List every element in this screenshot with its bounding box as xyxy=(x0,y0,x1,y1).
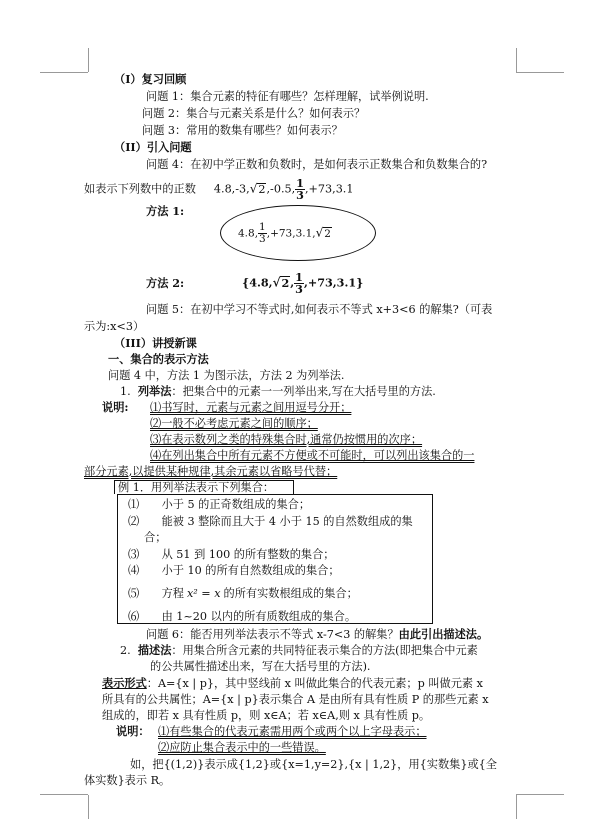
item-description-method: 2. 描述法：用集合所含元素的共同特征表示集合的方法(即把集合中元素 xyxy=(120,643,478,657)
crop-mark-top-right xyxy=(516,72,564,73)
crop-mark-top-right-v xyxy=(516,48,517,72)
question-6: 问题 6：能否用列举法表示不等式 x-7<3 的解集？由此引出描述法。 xyxy=(146,627,489,641)
example-item-2-continued: 合； xyxy=(144,531,167,544)
question-3: 问题 3：常用的数集有哪些？如何表示？ xyxy=(142,124,343,137)
closing-example-continued: 体实数}表示 R。 xyxy=(84,774,171,787)
question-4-continued: 如表示下列数中的正数 4.8,-3,√2,-0.5, $\frac{1}{3}$ ,+73,3.1 xyxy=(84,176,354,202)
note-2: ⑵一般不必考虑元素之间的顺序； xyxy=(150,417,318,430)
section3-title: （III）讲授新课 xyxy=(114,336,197,350)
method-2-label: 方法 2: xyxy=(146,276,185,290)
representation-form: 表示形式：A={x | p}，其中竖线前 x 叫做此集合的代表元素；p 叫做元素 x xyxy=(102,676,483,690)
example-item-2: ⑵ 能被 3 整除而且大于 4 小于 15 的自然数组成的集 xyxy=(128,515,413,528)
number-list-mid: ,-0.5, xyxy=(266,182,296,196)
crop-mark-bottom-right xyxy=(516,794,564,795)
crop-mark-bottom-left-v xyxy=(88,795,89,819)
section1-title: （I）复习回顾 xyxy=(114,72,187,86)
section2-title: （II）引入问题 xyxy=(114,140,192,154)
note-4-continued: 部分元素,以提供某种规律,其余元素以省略号代替； xyxy=(84,465,338,478)
note-5: ⑴有些集合的代表元素需用两个或两个以上字母表示； xyxy=(158,725,427,738)
item-description-method-continued: 的公共属性描述出来，写在大括号里的方法). xyxy=(150,660,371,673)
example-item-1: ⑴ 小于 5 的正奇数组成的集合； xyxy=(128,498,311,511)
representation-form-line-2: 所具有的公共属性；A={x | p}表示集合 A 是由所有具有性质 P 的那些元素 x xyxy=(102,693,489,706)
paragraph-method-types: 问题 4 中，方法 1 为图示法，方法 2 为列举法. xyxy=(108,369,345,382)
note-4: ⑷在列出集合中所有元素不方便或不可能时，可以列出该集合的一 xyxy=(150,449,475,462)
closing-example: 如，把{(1,2)}表示成{1,2}或{x=1,y=2},{x | 1,2}，用{实数集}或{全 xyxy=(130,758,497,771)
question-1: 问题 1：集合元素的特征有哪些？怎样理解，试举例说明. xyxy=(146,90,429,103)
method-2-set: {4.8,√2, $\frac{1}{3}$ ,+73,3.1} xyxy=(242,270,364,296)
note-6: ⑵应防止集合表示中的一些错误。 xyxy=(158,741,326,754)
example-item-3: ⑶ 从 51 到 100 的所有整数的集合； xyxy=(128,548,335,561)
heading-representation-methods: 一、集合的表示方法 xyxy=(108,352,209,366)
question-2: 问题 2：集合与元素关系是什么？如何表示？ xyxy=(142,107,366,120)
question-4: 问题 4：在初中学正数和负数时，是如何表示正数集合和负数集合的? xyxy=(146,158,488,171)
example-item-4: ⑷ 小于 10 的所有自然数组成的集合； xyxy=(128,564,340,577)
note-label: 说明: xyxy=(102,400,129,414)
sqrt-2: 2 xyxy=(258,182,266,196)
crop-mark-bottom-right-v xyxy=(516,795,517,819)
note-1: ⑴书写时，元素与元素之间用逗号分开； xyxy=(150,401,352,414)
method-1-label: 方法 1: xyxy=(146,204,185,218)
representation-form-line-3: 组成的，即若 x 具有性质 p，则 x∈A；若 x∈A,则 x 具有性质 p。 xyxy=(102,709,431,722)
question-5-continued: 示为:x<3） xyxy=(84,320,145,333)
note-label-2: 说明： xyxy=(116,724,150,738)
crop-mark-top-left xyxy=(40,72,88,73)
example-1-title: 例 1．用列举法表示下列集合： xyxy=(118,481,275,494)
example-item-6: ⑹ 由 1~20 以内的所有质数组成的集合。 xyxy=(128,610,357,623)
item-enumeration-method: 1. 列举法：把集合中的元素一一列举出来,写在大括号里的方法. xyxy=(120,384,436,398)
question-4-text: 如表示下列数中的正数 xyxy=(84,182,196,196)
ellipse-contents: 4.8, $\frac{1}{3}$ ,+73,3.1,√2 xyxy=(238,221,331,245)
number-list-end: ,+73,3.1 xyxy=(304,182,354,196)
crop-mark-top-left-v xyxy=(88,48,89,72)
number-list-start: 4.8,-3, xyxy=(213,182,250,196)
fraction-one-third: $\frac{1}{3}$ xyxy=(296,176,304,202)
note-3: ⑶在表示数列之类的特殊集合时,通常仍按惯用的次序； xyxy=(150,433,423,446)
equation-x-squared: x² = x xyxy=(186,587,221,600)
question-5: 问题 5：在初中学习不等式时,如何表示不等式 x+3<6 的解集?（可表 xyxy=(146,303,493,316)
crop-mark-bottom-left xyxy=(40,794,88,795)
example-item-5: ⑸ 方程 x² = x 的所有实数根组成的集合； xyxy=(128,587,358,600)
